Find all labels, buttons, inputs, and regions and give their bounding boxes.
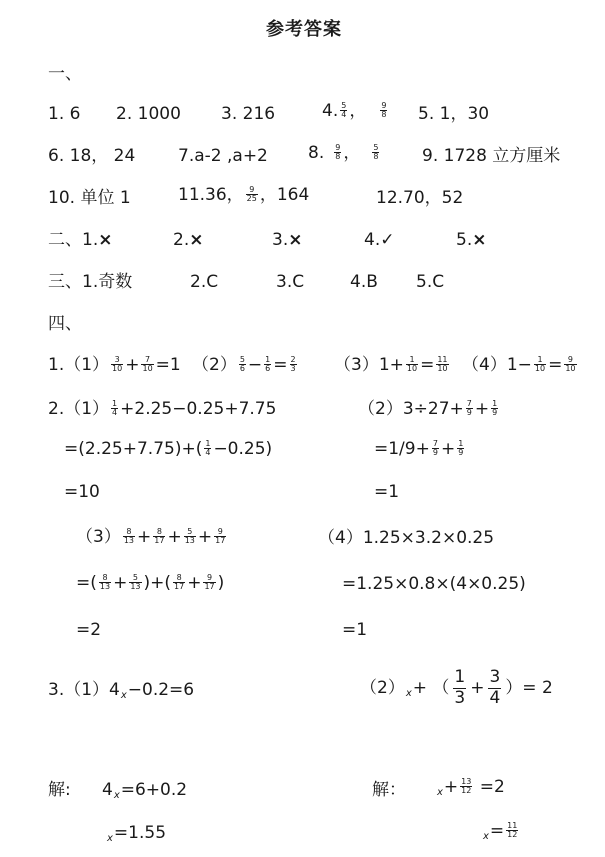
fraction: $\frac{2}{3}$ bbox=[290, 355, 296, 374]
calc-1-4: （4）1− $\frac{1}{10}$ = $\frac{9}{10}$ bbox=[462, 354, 576, 375]
calc-2-1-question: 2.（1） $\frac{1}{4}$ +2.25−0.25+7.75 bbox=[48, 398, 277, 419]
answer-3-4: 4.B bbox=[350, 272, 378, 292]
answer-3-1: 三、1.奇数 bbox=[48, 272, 133, 292]
calc-1-2: （2） $\frac{5}{6}$ − $\frac{1}{6}$ = $\frac{2}{3}$ bbox=[192, 354, 296, 375]
solution-1-step-1: 4x=6+0.2 bbox=[102, 780, 188, 801]
fraction: $\frac{1}{9}$ bbox=[492, 399, 498, 418]
fraction: $\frac{1}{3}$ bbox=[454, 667, 466, 708]
fraction: $\frac{5}{13}$ bbox=[130, 573, 141, 592]
section-heading-1: 一、 bbox=[48, 64, 82, 84]
calc-2-2-question: （2）3÷27+ $\frac{7}{9}$ + $\frac{1}{9}$ bbox=[358, 398, 498, 419]
cross-mark-icon: × bbox=[472, 230, 487, 250]
check-mark-icon: ✓ bbox=[380, 230, 395, 250]
answer-3-3: 3.C bbox=[276, 272, 305, 292]
fraction: $\frac{11}{10}$ bbox=[437, 355, 448, 374]
fraction: $\frac{13}{12}$ bbox=[461, 777, 472, 796]
answer-1-4-label: 4. bbox=[322, 100, 339, 121]
fraction: $\frac{1}{10}$ bbox=[406, 355, 418, 374]
fraction: $\frac{8}{17}$ bbox=[154, 527, 165, 546]
fraction: $\frac{7}{10}$ bbox=[142, 355, 153, 374]
solution-1-step-2: x=1.55 bbox=[107, 823, 167, 844]
calc-2-3-question: （3） $\frac{8}{13}$ + $\frac{8}{17}$ + $\frac{5}{13}$ + $\frac{9}{17}$ bbox=[76, 526, 226, 547]
fraction: $\frac{1}{4}$ bbox=[112, 399, 118, 418]
answer-2-4: 4.✓ bbox=[364, 230, 395, 250]
answer-1-1: 1. 6 bbox=[48, 104, 81, 124]
fraction: $\frac{9}{17}$ bbox=[215, 527, 226, 546]
fraction: $\frac{1}{10}$ bbox=[534, 355, 546, 374]
fraction: $\frac{9}{8}$ bbox=[335, 143, 341, 162]
section-heading-4: 四、 bbox=[48, 314, 82, 334]
answer-1-2: 2. 1000 bbox=[116, 104, 181, 124]
calc-2-4-step-1: =1.25×0.8×(4×0.25) bbox=[342, 574, 526, 594]
calc-2-2-step-2: =1 bbox=[374, 482, 400, 502]
calc-2-3-step-2: =2 bbox=[76, 620, 102, 640]
answer-1-12: 12.70，52 bbox=[376, 188, 464, 208]
solution-label-2: 解： bbox=[372, 780, 406, 800]
calc-1-3: （3）1+ $\frac{1}{10}$ = $\frac{11}{10}$ bbox=[334, 354, 448, 375]
fraction: $\frac{9}{10}$ bbox=[565, 355, 576, 374]
calc-2-4-step-2: =1 bbox=[342, 620, 368, 640]
fraction: $\frac{7}{9}$ bbox=[466, 399, 472, 418]
solution-2-step-1: x+ $\frac{13}{12}$ =2 bbox=[437, 776, 505, 798]
answer-1-6: 6. 18， 24 bbox=[48, 146, 136, 166]
fraction: $\frac{11}{12}$ bbox=[507, 821, 518, 840]
solution-label-1: 解: bbox=[48, 780, 71, 800]
answer-2-1: 二、1.× bbox=[48, 230, 113, 250]
answer-2-5: 5.× bbox=[456, 230, 487, 250]
fraction: $\frac{3}{10}$ bbox=[112, 355, 123, 374]
fraction: $\frac{8}{13}$ bbox=[123, 527, 135, 546]
calc-2-4-question: （4）1.25×3.2×0.25 bbox=[318, 528, 495, 548]
cross-mark-icon: × bbox=[288, 230, 303, 250]
answer-1-5: 5. 1，30 bbox=[418, 104, 490, 124]
solution-2-step-2: x= $\frac{11}{12}$ bbox=[483, 820, 518, 842]
answer-1-4: 4. $\frac{5}{4}$ ， $\frac{9}{8}$ bbox=[322, 100, 387, 121]
calc-2-3-step-1: =( $\frac{8}{13}$ + $\frac{5}{13}$ )+( $\frac{8}{17}$ + $\frac{9}{17}$ ) bbox=[76, 572, 225, 593]
fraction: $\frac{5}{6}$ bbox=[239, 355, 245, 374]
fraction: $\frac{9}{8}$ bbox=[381, 101, 387, 120]
cross-mark-icon: × bbox=[98, 230, 113, 250]
fraction: $\frac{7}{9}$ bbox=[432, 439, 438, 458]
fraction: $\frac{9}{17}$ bbox=[204, 573, 215, 592]
answer-3-2: 2.C bbox=[190, 272, 219, 292]
answer-2-2: 2.× bbox=[173, 230, 204, 250]
answer-1-3: 3. 216 bbox=[221, 104, 276, 124]
fraction: $\frac{5}{8}$ bbox=[373, 143, 379, 162]
calc-2-2-step-1: =1/9+ $\frac{7}{9}$ + $\frac{1}{9}$ bbox=[374, 438, 464, 459]
equation-3-1-question: 3.（1）4x−0.2=6 bbox=[48, 680, 195, 701]
answer-1-9: 9. 1728 立方厘米 bbox=[422, 146, 561, 166]
calc-1-1: 1.（1） $\frac{3}{10}$ + $\frac{7}{10}$ =1 bbox=[48, 354, 181, 375]
answer-1-8: 8. $\frac{9}{8}$ ， $\frac{5}{8}$ bbox=[308, 142, 379, 163]
answer-1-11: 11.36， $\frac{9}{25}$ ，164 bbox=[178, 184, 310, 205]
fraction: $\frac{5}{4}$ bbox=[341, 101, 347, 120]
calc-2-1-step-2: =10 bbox=[64, 482, 100, 502]
fraction: $\frac{1}{9}$ bbox=[458, 439, 464, 458]
answer-1-10: 10. 单位 1 bbox=[48, 188, 131, 208]
answer-1-7: 7.a-2 ,a+2 bbox=[178, 146, 268, 166]
fraction: $\frac{1}{4}$ bbox=[205, 439, 211, 458]
answer-2-3: 3.× bbox=[272, 230, 303, 250]
fraction: $\frac{8}{17}$ bbox=[174, 573, 185, 592]
cross-mark-icon: × bbox=[189, 230, 204, 250]
fraction: $\frac{1}{6}$ bbox=[265, 355, 271, 374]
fraction: $\frac{9}{25}$ bbox=[246, 185, 257, 204]
answer-3-5: 5.C bbox=[416, 272, 445, 292]
fraction: $\frac{5}{13}$ bbox=[184, 527, 195, 546]
page-title: 参考答案 bbox=[266, 19, 342, 40]
fraction: $\frac{3}{4}$ bbox=[489, 667, 501, 708]
fraction: $\frac{8}{13}$ bbox=[99, 573, 111, 592]
calc-2-1-step-1: =(2.25+7.75)+( $\frac{1}{4}$ −0.25) bbox=[64, 438, 273, 459]
equation-3-2-question: （2）x+ （ $\frac{1}{3}$ + $\frac{3}{4}$ ）= 2 bbox=[360, 667, 553, 708]
